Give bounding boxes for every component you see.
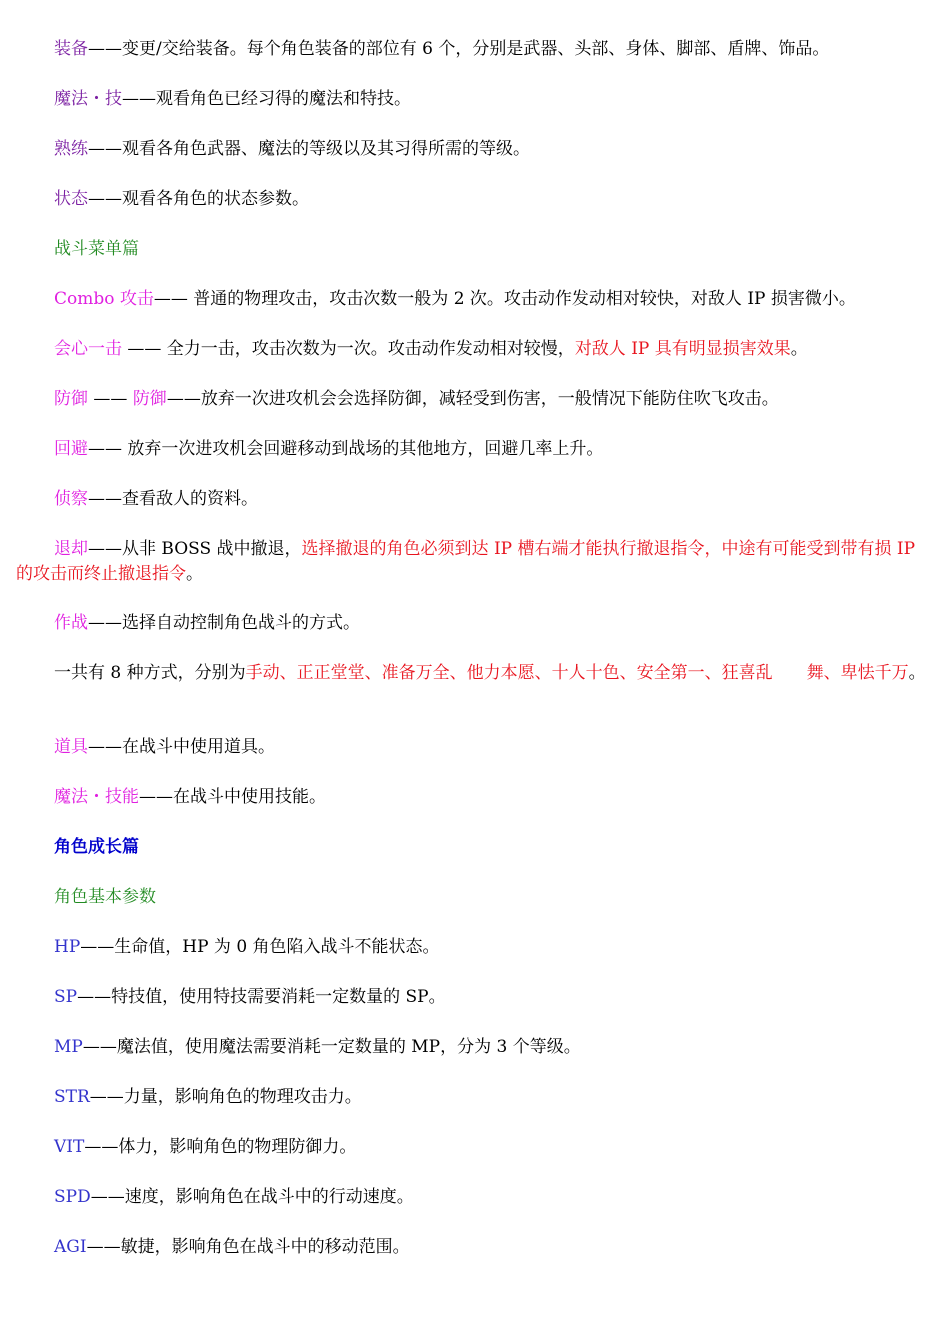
entry-desc: ——力量，影响角色的物理攻击力。 — [89, 1087, 362, 1107]
entry-highlight: 对敌人 IP 具有明显损害效果 — [574, 339, 791, 359]
battle-entry-defend — [16, 387, 936, 412]
entry-term: VIT — [54, 1137, 85, 1157]
entry-term-secondary: 防御 — [132, 389, 167, 409]
entry-term: MP — [54, 1037, 83, 1057]
entry-term: SPD — [54, 1187, 91, 1207]
entry-term: Combo 攻击 — [54, 289, 154, 309]
entry-term: 装备 — [54, 39, 88, 59]
param-entry-sp — [16, 985, 936, 1010]
entry-term: 魔法・技能 — [54, 787, 139, 807]
entry-mid: —— — [88, 389, 133, 409]
entry-term: 退却 — [54, 539, 88, 559]
entry-highlight: 选择撤退的角色必须到达 IP 槽右端才能执行撤退指令，中途有可能受到带有损 IP 的攻击而终止撤退指令 — [16, 539, 916, 584]
entry-term: 魔法・技 — [54, 89, 122, 109]
param-entry-mp — [16, 1035, 936, 1060]
battle-entry-retreat — [16, 537, 936, 587]
entry-desc: —— 放弃一次进攻机会回避移动到战场的其他地方，回避几率上升。 — [88, 439, 604, 459]
entry-term: 熟练 — [54, 139, 88, 159]
entry-term: STR — [54, 1087, 90, 1107]
menu-entry-equip — [16, 37, 936, 62]
menu-entry-magic — [16, 87, 936, 112]
battle-entry-tactics-list — [16, 661, 936, 686]
battle-entry-critical — [16, 337, 936, 362]
entry-desc: ——变更/交给装备。每个角色装备的部位有 6 个，分别是武器、头部、身体、脚部、盾牌、饰品。 — [88, 39, 830, 59]
entry-term: 会心一击 — [54, 339, 122, 359]
entry-desc: ——放弃一次进攻机会会选择防御，减轻受到伤害，一般情况下能防住吹飞攻击。 — [166, 389, 779, 409]
entry-desc: ——在战斗中使用技能。 — [139, 787, 326, 807]
entry-desc: ——观看各角色武器、魔法的等级以及其习得所需的等级。 — [88, 139, 530, 159]
entry-desc: ——查看敌人的资料。 — [88, 489, 258, 509]
entry-term: 防御 — [54, 389, 88, 409]
battle-entry-combo — [16, 287, 936, 312]
battle-entry-evade — [16, 437, 936, 462]
entry-term: 道具 — [54, 737, 88, 757]
entry-term: 作战 — [54, 613, 88, 633]
entry-desc: ——敏捷，影响角色在战斗中的移动范围。 — [86, 1237, 410, 1257]
entry-end: 。 — [790, 339, 808, 359]
entry-desc: ——从非 BOSS 战中撤退， — [88, 539, 302, 559]
entry-end: 。 — [908, 663, 926, 683]
param-entry-vit — [16, 1135, 936, 1160]
entry-desc: ——魔法值，使用魔法需要消耗一定数量的 MP，分为 3 个等级。 — [82, 1037, 581, 1057]
entry-lead: 一共有 8 种方式，分别为 — [54, 663, 246, 683]
entry-term: HP — [54, 937, 81, 957]
entry-highlight: 手动、正正堂堂、准备万全、他力本愿、十人十色、安全第一、狂喜乱 舞、卑怯千万 — [245, 663, 909, 683]
menu-entry-status — [16, 187, 936, 212]
entry-term: AGI — [54, 1237, 87, 1257]
entry-term: SP — [54, 987, 78, 1007]
entry-term: 状态 — [54, 189, 88, 209]
battle-entry-scout — [16, 487, 936, 512]
param-entry-hp — [16, 935, 936, 960]
param-entry-str — [16, 1085, 936, 1110]
entry-term: 回避 — [54, 439, 88, 459]
entry-desc: ——在战斗中使用道具。 — [88, 737, 275, 757]
entry-desc: ——观看各角色的状态参数。 — [88, 189, 309, 209]
menu-entry-proficiency — [16, 137, 936, 162]
battle-entry-skills — [16, 785, 936, 810]
entry-desc: ——生命值，HP 为 0 角色陷入战斗不能状态。 — [80, 937, 440, 957]
battle-entry-tactics — [16, 611, 936, 636]
entry-desc: ——观看角色已经习得的魔法和特技。 — [122, 89, 411, 109]
entry-end: 。 — [186, 564, 203, 584]
section-heading-battle: 战斗菜单篇 — [54, 239, 139, 259]
param-entry-agi — [16, 1235, 936, 1260]
battle-entry-items — [16, 735, 936, 760]
entry-desc: ——选择自动控制角色战斗的方式。 — [88, 613, 360, 633]
entry-desc: —— 全力一击，攻击次数为一次。攻击动作发动相对较慢， — [122, 339, 575, 359]
section-heading-growth: 角色成长篇 — [54, 837, 139, 857]
entry-desc: —— 普通的物理攻击，攻击次数一般为 2 次。攻击动作发动相对较快，对敌人 IP 损害微小。 — [153, 289, 856, 309]
entry-desc: ——特技值，使用特技需要消耗一定数量的 SP。 — [77, 987, 446, 1007]
entry-term: 侦察 — [54, 489, 88, 509]
section-heading-params: 角色基本参数 — [54, 887, 156, 907]
entry-desc: ——体力，影响角色的物理防御力。 — [84, 1137, 357, 1157]
param-entry-spd — [16, 1185, 936, 1210]
entry-desc: ——速度，影响角色在战斗中的行动速度。 — [90, 1187, 414, 1207]
